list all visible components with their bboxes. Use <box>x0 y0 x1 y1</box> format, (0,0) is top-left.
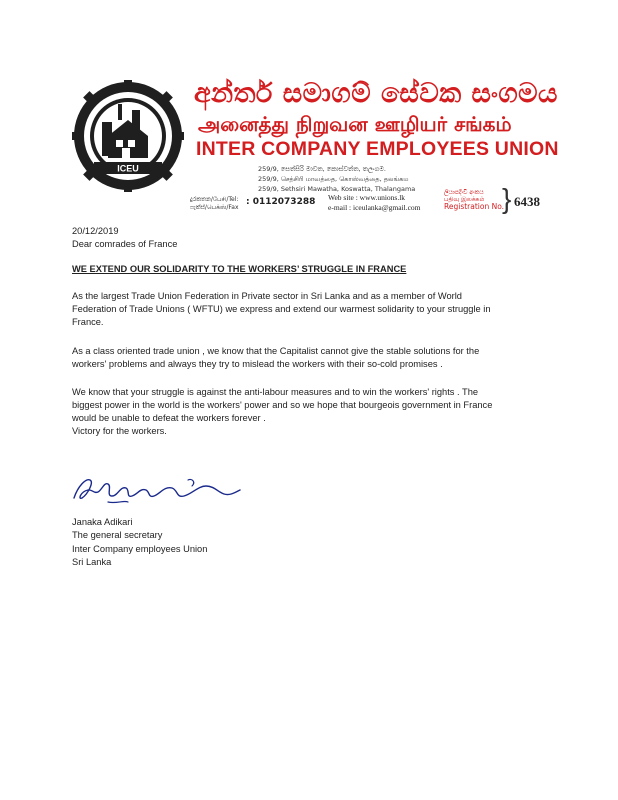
registration-label-tamil: பதிவு இலக்கம் <box>444 196 485 203</box>
tel-number: : 0112073288 <box>246 197 316 207</box>
paragraph-1-line: France. <box>72 317 104 327</box>
contact-block <box>328 193 421 213</box>
signatory-name: Janaka Adikari <box>72 517 133 527</box>
paragraph-3-line: would be unable to defeat the workers forever . <box>72 413 266 423</box>
letter-subject: WE EXTEND OUR SOLIDARITY TO THE WORKERS’ STRUGGLE IN FRANCE <box>72 264 407 274</box>
union-logo <box>72 80 184 192</box>
email: e-mail : iceulanka@gmail.com <box>328 203 421 212</box>
paragraph-2-line: As a class oriented trade union , we know that the Capitalist cannot give the stable solutions for the <box>72 346 480 356</box>
registration-label-english: Registration No. <box>444 202 505 211</box>
paragraph-3-line: We know that your struggle is against the anti-labour measures and to win the workers' rights . The <box>72 387 479 397</box>
salutation: Dear comrades of France <box>72 239 178 249</box>
registration-number: 6438 <box>514 194 540 209</box>
registration-block <box>444 189 506 210</box>
signatory-title: The general secretary <box>72 530 163 541</box>
address-tamil: 259/9, செத்சிரி மாவத்தை, கொஸ்வத்தை, தலங்கம <box>258 175 409 183</box>
union-name-english: INTER COMPANY EMPLOYEES UNION <box>196 138 559 160</box>
closing-line: Victory for the workers. <box>72 426 167 436</box>
letter-date: 20/12/2019 <box>72 226 119 236</box>
signatory-organization: Inter Company employees Union <box>72 543 208 554</box>
paragraph-3-line: biggest power in the world is the workers' power and so we hope that bourgeois government in France <box>72 400 493 410</box>
tel-label: දුරකතන/பேசி/Tel: <box>190 196 239 203</box>
logo-text: ICEU <box>117 163 139 174</box>
paragraph-1-line: Federation of Trade Unions ( WFTU) we express and extend our warmest solidarity to your struggle in <box>72 304 491 314</box>
brace-glyph: } <box>502 183 512 214</box>
signatory-country: Sri Lanka <box>72 557 112 568</box>
website: Web site : www.unions.lk <box>328 193 406 202</box>
union-name-sinhala: අන්තර් සමාගම් සේවක සංගමය <box>194 78 558 109</box>
telephone-block <box>190 196 316 212</box>
paragraph-1-line: As the largest Trade Union Federation in Private sector in Sri Lanka and as a member of World <box>72 291 462 301</box>
registration-label-sinhala: ලියාපදිංචි අංකය <box>444 189 484 196</box>
address-sinhala: 259/9, සෙත්සිරි මාවත, කොස්වත්ත, තලංගම. <box>258 165 386 173</box>
paragraph-2 <box>72 345 552 371</box>
fax-label: ෆැක්ස්/பெக்ஸ்/Fax <box>190 204 239 211</box>
paragraph-3 <box>72 386 552 438</box>
union-name-tamil: அனைத்து நிறுவன ஊழியர் சங்கம் <box>198 112 512 136</box>
handwritten-signature <box>68 468 258 512</box>
signature-block <box>72 516 207 570</box>
paragraph-2-line: workers' problems and always they try to mislead the workers with their so-cold promises . <box>72 359 443 369</box>
address-english: 259/9, Sethsiri Mawatha, Koswatta, Thalangama <box>258 185 416 193</box>
letterhead <box>72 72 559 218</box>
paragraph-1 <box>72 290 552 329</box>
